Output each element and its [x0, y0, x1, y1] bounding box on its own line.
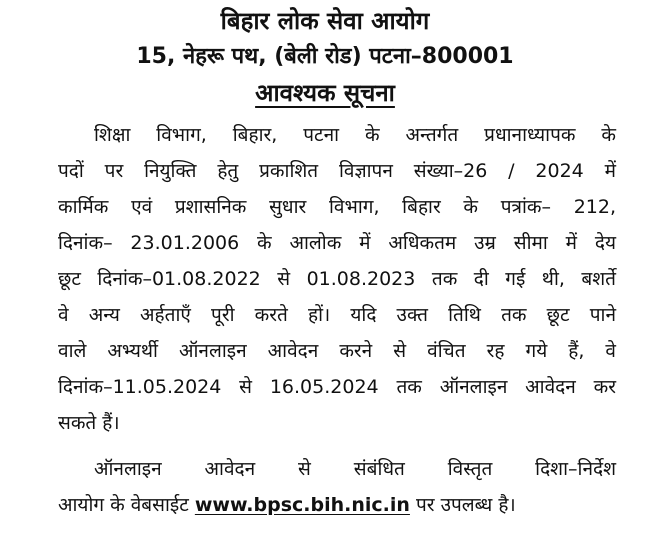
- paragraph-1-line-3: कार्मिक एवं प्रशासनिक सुधार विभाग, बिहार के पत्रांक– 212,: [58, 196, 616, 218]
- organization-address: 15, नेहरू पथ, (बेली रोड) पटना–800001: [136, 44, 514, 69]
- website-link[interactable]: www.bpsc.bih.nic.in: [194, 494, 410, 516]
- paragraph-2-prefix: आयोग के वेबसाईट: [58, 494, 189, 516]
- paragraph-1-line-7: वाले अभ्यर्थी ऑनलाइन आवेदन करने से वंचित रह गये हैं, वे: [58, 340, 616, 362]
- paragraph-1-line-6: वे अन्य अर्हताएँ पूरी करते हों। यदि उक्त तिथि तक छूट पाने: [58, 304, 616, 326]
- paragraph-1-line-8: दिनांक–11.05.2024 से 16.05.2024 तक ऑनलाइन आवेदन कर: [58, 376, 616, 398]
- notice-title: [0, 76, 650, 109]
- paragraph-1-line-9: सकते हैं।: [58, 412, 120, 434]
- paragraph-2-suffix: पर उपलब्ध है।: [415, 494, 516, 516]
- paragraph-2-line-2: [58, 491, 616, 517]
- paragraph-1-line-1: शिक्षा विभाग, बिहार, पटना के अन्तर्गत प्रधानाध्यापक के: [94, 124, 616, 146]
- organization-name: बिहार लोक सेवा आयोग: [220, 7, 430, 35]
- paragraph-1-line-4: दिनांक– 23.01.2006 के आलोक में अधिकतम उम्र सीमा में देय: [58, 232, 616, 254]
- paragraph-1-line-5: छूट दिनांक–01.08.2022 से 01.08.2023 तक दी गई थी, बशर्ते: [58, 268, 616, 290]
- paragraph-1-line-2: पदों पर नियुक्ति हेतु प्रकाशित विज्ञापन संख्या–26 / 2024 में: [58, 160, 616, 182]
- paragraph-2-line-1: ऑनलाइन आवेदन से संबंधित विस्तृत दिशा–निर्देश: [94, 458, 616, 480]
- notice-title-text: आवश्यक सूचना: [255, 79, 395, 107]
